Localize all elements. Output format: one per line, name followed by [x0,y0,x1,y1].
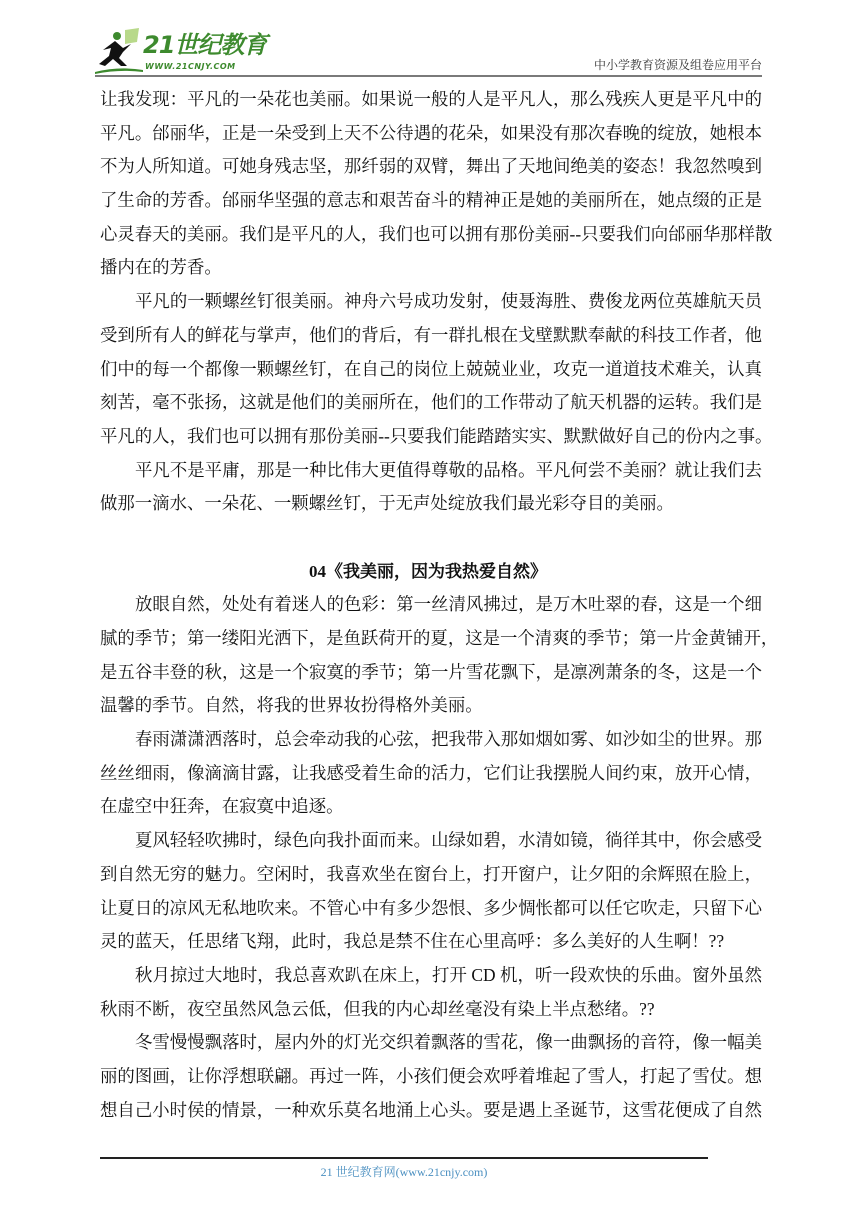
text-line: 夏风轻轻吹拂时，绿色向我扑面而来。山绿如碧，水清如镜，徜徉其中，你会感受 [135,830,762,851]
header-divider [95,75,762,77]
text-line: 在虚空中狂奔，在寂寞中追逐。 [100,796,344,817]
text-line: 到自然无穷的魅力。空闲时，我喜欢坐在窗台上，打开窗户，让夕阳的余辉照在脸上， [100,863,762,884]
logo-url: WWW.21CNJY.COM [145,62,236,71]
text-line: 灵的蓝天，任思绪飞翔，此时，我总是禁不住在心里高呼：多么美好的人生啊！?? [100,931,725,952]
text-line: 刻苦，毫不张扬，这就是他们的美丽所在，他们的工作带动了航天机器的运转。我们是 [100,392,762,413]
text-line: 冬雪慢慢飘落时，屋内外的灯光交织着飘落的雪花，像一曲飘扬的音符，像一幅美 [135,1032,762,1053]
text-line: 让夏日的凉风无私地吹来。不管心中有多少怨恨、多少惆怅都可以任它吹走，只留下心 [100,897,762,918]
text-line: 播内在的芳香。 [100,257,222,278]
paragraph [100,454,762,521]
logo-text: 21世纪教育 [143,31,267,59]
text-line: 春雨潇潇洒落时，总会牵动我的心弦，把我带入那如烟如雾、如沙如尘的世界。那 [135,729,762,750]
text-line: 想自己小时侯的情景，一种欢乐莫名地涌上心头。要是遇上圣诞节，这雪花便成了自然 [100,1099,762,1120]
paragraph [100,1026,762,1127]
text-line: 不为人所知道。可她身残志坚，那纤弱的双臂，舞出了天地间绝美的姿态！我忽然嗅到 [100,156,762,177]
blank-line [100,521,762,555]
text-line: 腻的季节；第一缕阳光洒下，是鱼跃荷开的夏，这是一个清爽的季节；第一片金黄铺开， [100,628,779,648]
text-line: 了生命的芳香。邰丽华坚强的意志和艰苦奋斗的精神正是她的美丽所在，她点缀的正是 [100,190,762,211]
footer-link[interactable]: 21 世纪教育网(www.21cnjy.com) [320,1165,488,1179]
text-line: 丽的图画，让你浮想联翩。再过一阵，小孩们便会欢呼着堆起了雪人，打起了雪仗。想 [100,1065,762,1086]
text-line: 平凡的人，我们也可以拥有那份美丽--只要我们能踏踏实实、默默做好自己的份内之事。 [100,425,773,446]
document-body [100,83,779,1127]
footer-divider [100,1157,708,1159]
text-line: 平凡不是平庸，那是一种比伟大更值得尊敬的品格。平凡何尝不美丽？就让我们去 [135,459,762,480]
text-line: 秋雨不断，夜空虽然风急云低，但我的内心却丝毫没有染上半点愁绪。?? [100,998,655,1019]
text-line: 心灵春天的美丽。我们是平凡的人，我们也可以拥有那份美丽--只要我们向邰丽华那样散 [100,223,773,244]
text-line: 让我发现：平凡的一朵花也美丽。如果说一般的人是平凡人，那么残疾人更是平凡中的 [100,89,762,109]
platform-name: 中小学教育资源及组卷应用平台 [593,58,762,72]
logo [95,26,265,76]
text-line: 是五谷丰登的秋，这是一个寂寞的季节；第一片雪花飘下，是凛冽萧条的冬，这是一个 [100,661,762,682]
text-line: 们中的每一个都像一颗螺丝钉，在自己的岗位上兢兢业业，攻克一道道技术难关，认真 [100,358,762,379]
section-title: 04《我美丽，因为我热爱自然》 [309,561,547,581]
text-line: 平凡的一颗螺丝钉很美丽。神舟六号成功发射，使聂海胜、费俊龙两位英雄航天员 [135,291,762,312]
page-header [95,26,762,78]
paragraph [100,83,773,285]
paragraph [100,824,762,959]
text-line: 受到所有人的鲜花与掌声，他们的背后，有一群扎根在戈壁默默奉献的科技工作者，他 [100,324,762,345]
text-line: 做那一滴水、一朵花、一颗螺丝钉，于无声处绽放我们最光彩夺目的美丽。 [100,493,674,514]
paragraph [100,959,762,1026]
paragraph [100,723,762,824]
text-line: 秋月掠过大地时，我总喜欢趴在床上，打开 CD 机，听一段欢快的乐曲。窗外虽然 [135,964,762,985]
text-line: 温馨的季节。自然，将我的世界妆扮得格外美丽。 [100,695,483,716]
text-line: 放眼自然，处处有着迷人的色彩：第一丝清风拂过，是万木吐翠的春，这是一个细 [135,594,762,615]
text-line: 平凡。邰丽华，正是一朵受到上天不公待遇的花朵，如果没有那次春晚的绽放，她根本 [100,122,762,143]
text-line: 丝丝细雨，像滴滴甘露，让我感受着生命的活力，它们让我摆脱人间约束，放开心情， [100,762,762,783]
paragraph [100,285,773,453]
paragraph [100,588,779,723]
runner-logo-icon [95,26,143,76]
